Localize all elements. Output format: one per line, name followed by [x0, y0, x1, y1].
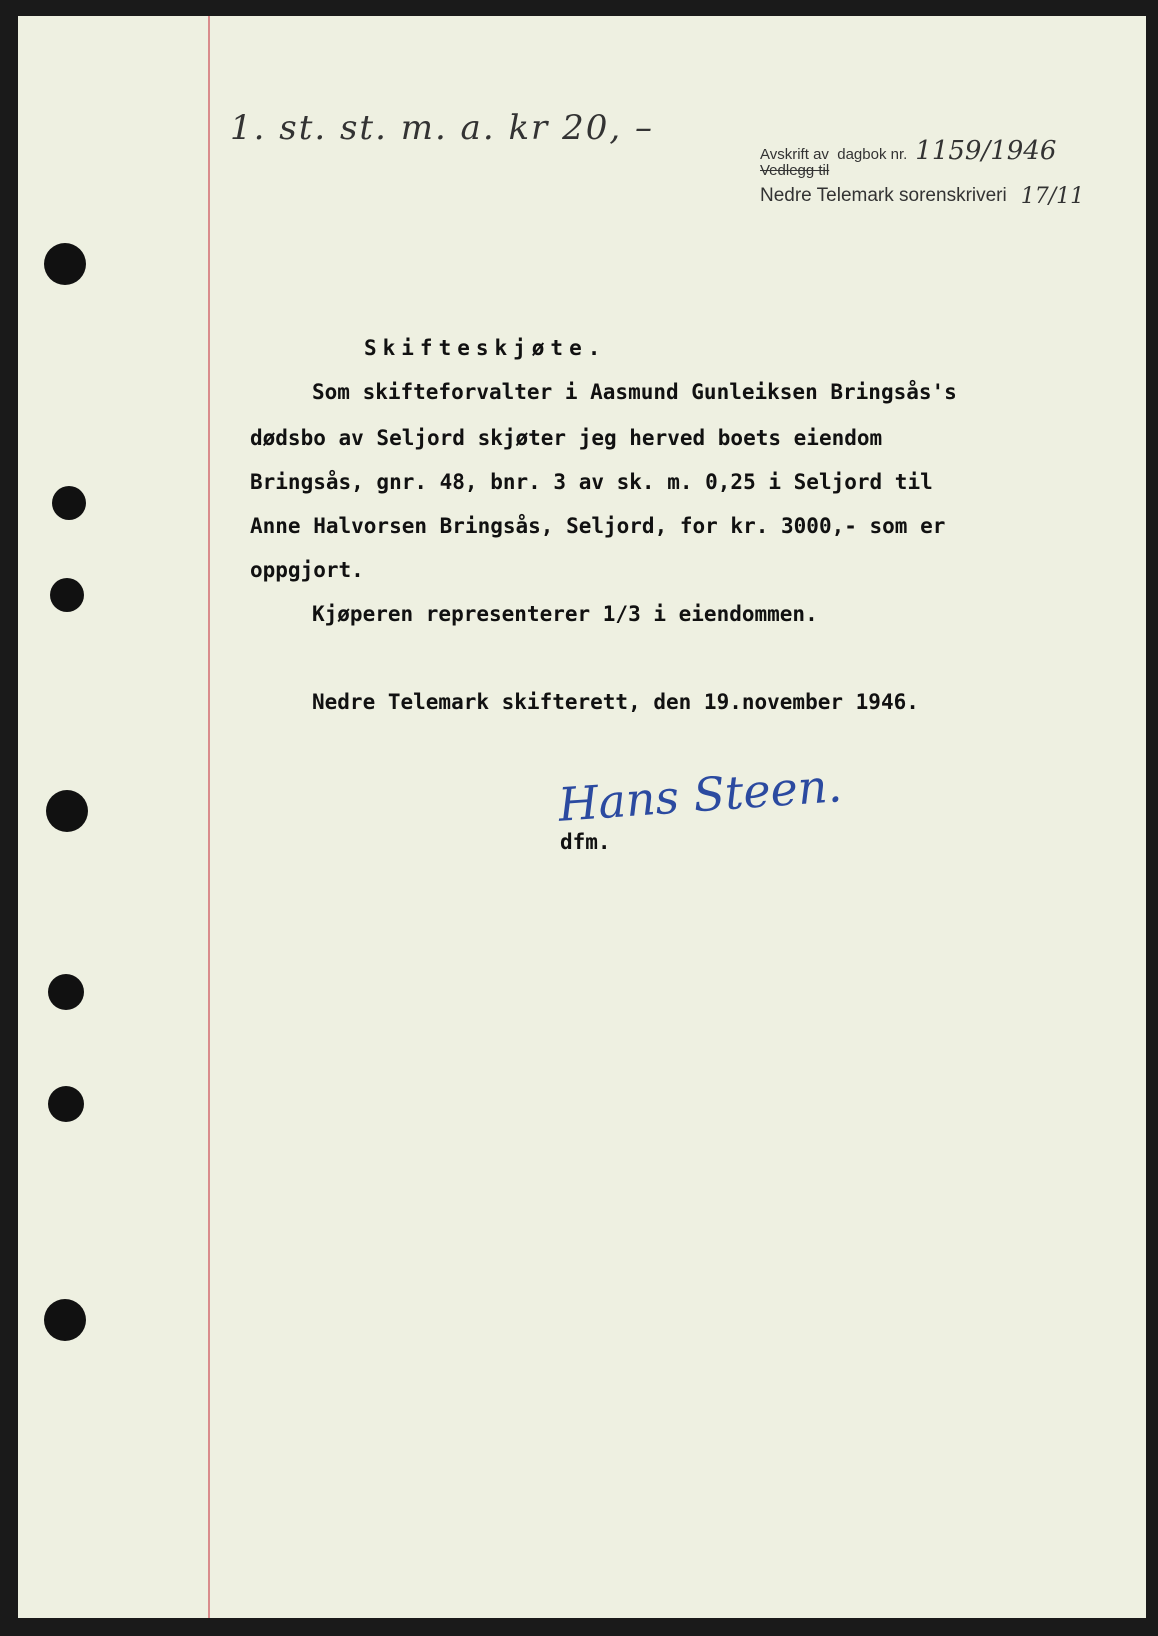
registry-stamp: [760, 136, 1084, 209]
margin-line: [208, 16, 210, 1618]
stamp-option-copy: Avskrift av: [760, 146, 829, 163]
document-title: Skifteskjøte.: [364, 336, 607, 360]
body-line: dødsbo av Seljord skjøter jeg herved boets eiendom: [250, 426, 883, 450]
body-line: Anne Halvorsen Bringsås, Seljord, for kr. 3000,- som er: [250, 514, 946, 538]
stamp-dagbok-label: dagbok nr.: [837, 146, 908, 163]
stamp-option-attachment: Vedlegg til: [760, 162, 830, 179]
body-line: Kjøperen representerer 1/3 i eiendommen.: [312, 602, 818, 626]
stamp-date: 17/11: [1020, 184, 1085, 209]
punch-hole: [50, 578, 84, 612]
punch-hole: [44, 243, 86, 285]
body-line: oppgjort.: [250, 558, 364, 582]
stamp-office: Nedre Telemark sorenskriveri: [760, 185, 1007, 206]
punch-hole: [44, 1299, 86, 1341]
stamp-dagbok-number: 1159/1946: [915, 136, 1057, 166]
handwritten-fee-note: 1. st. st. m. a. kr 20, –: [230, 108, 654, 148]
punch-hole: [52, 486, 86, 520]
handwritten-signature: Hans Steen.: [556, 758, 844, 832]
punch-hole: [46, 790, 88, 832]
body-line: Bringsås, gnr. 48, bnr. 3 av sk. m. 0,25 i Seljord til: [250, 470, 933, 494]
place-date-line: Nedre Telemark skifterett, den 19.november 1946.: [312, 690, 919, 714]
punch-hole: [48, 974, 84, 1010]
document-page: [18, 16, 1146, 1618]
punch-hole: [48, 1086, 84, 1122]
signature-title: dfm.: [560, 830, 611, 854]
body-line: Som skifteforvalter i Aasmund Gunleiksen Bringsås's: [312, 380, 957, 404]
